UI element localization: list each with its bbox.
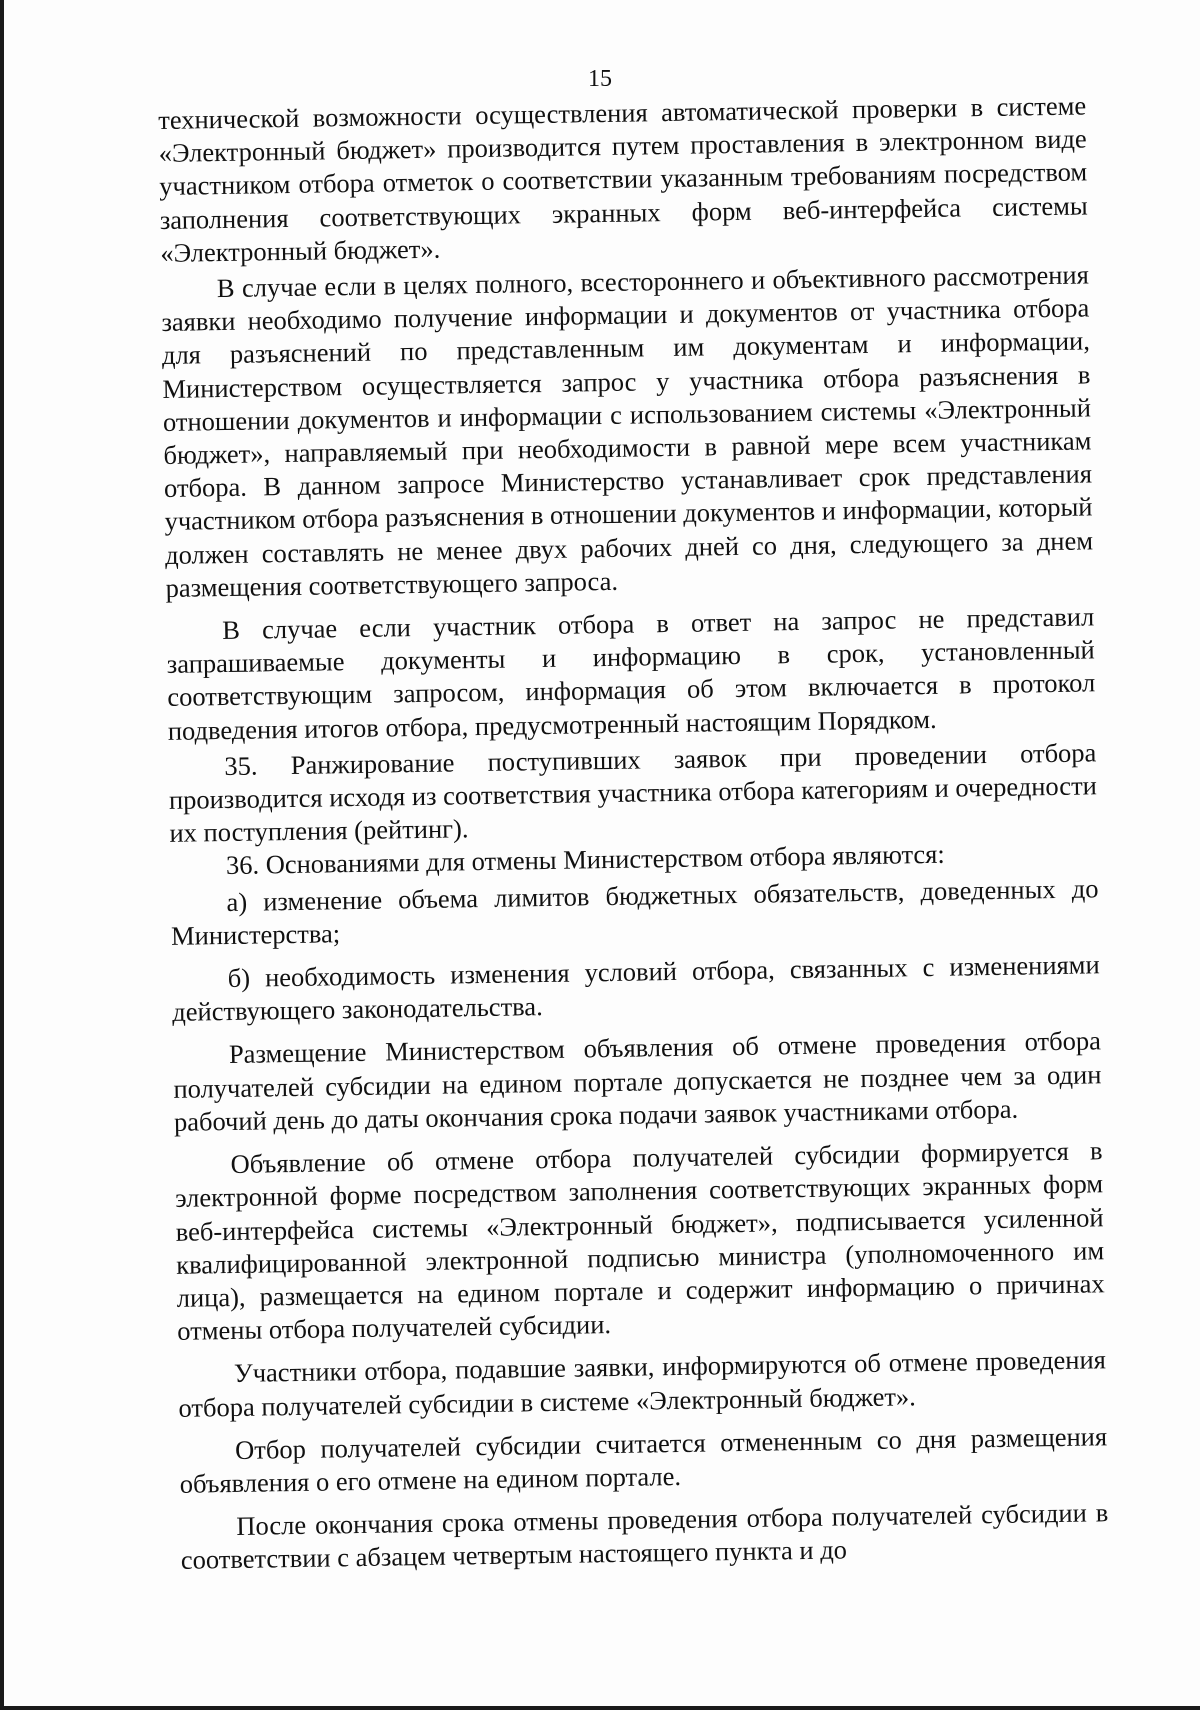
paragraph: В случае если участник отбора в ответ на запрос не представил запрашиваемые документы и информацию в срок, установленный соответствующим запросом, информация об этом включается в протокол подведения итогов отбора, предусмотренный настоящим Порядком. [166,601,1096,746]
paragraph: Отбор получателей субсидии считается отмененным со дня размещения объявления о его отмене на едином портале. [179,1420,1108,1499]
paragraph: В случае если в целях полного, всестороннего и объективного рассмотрения заявки необходимо получение информации и документов от участника отбора для разъяснений по представленным им документам и информации, Министерством осуществляется запрос у участника отбора разъяснения в отношении документов и информации с использованием системы «Электронный бюджет», направляемый при необходимости в равной мере всем участникам отбора. В данном запросе Министерство устанавливает срок представления участником отбора разъяснения в отношении документов и информации, который должен составлять не менее двух рабочих дней со дня, следующего за днем размещения соответствующего запроса. [161,259,1094,603]
document-body [158,89,1109,1577]
paragraph: Участники отбора, подавшие заявки, информируются об отмене проведения отбора получателей субсидии в системе «Электронный бюджет». [178,1344,1107,1423]
scan-border-bottom [0,1706,1200,1710]
paragraph: Объявление об отмене отбора получателей субсидии формируется в электронной форме посредством заполнения соответствующих экранных форм веб-интерфейса системы «Электронный бюджет», подписывается усиленной квалифицированной электронной подписью министра (уполномоченного им лица), размещается на едином портале и содержит информацию о причинах отмены отбора получателей субсидии. [174,1135,1105,1346]
paragraph: После окончания срока отмены проведения отбора получателей субсидии в соответствии с абзацем четвертым настоящего пункта и до [180,1497,1109,1576]
paragraph: Размещение Министерством объявления об отмене проведения отбора получателей субсидии на едином портале допускается не позднее чем за один рабочий день до даты окончания срока подачи заявок участниками отбора. [173,1025,1102,1137]
page-number: 15 [588,66,612,92]
paragraph: 36. Основаниями для отмены Министерством отбора являются: [225,839,945,881]
paragraph: а) изменение объема лимитов бюджетных обязательств, доведенных до Министерства; [170,872,1099,951]
paragraph: б) необходимость изменения условий отбора, связанных с изменениями действующего законодательства. [172,949,1100,1028]
paragraph: технической возможности осуществления автоматической проверки в системе «Электронный бюджет» производится путем проставления в электронном виде участником отбора отметок о соответствии указанным требованиям посредством заполнения соответствующих экранных форм веб-интерфейса системы «Электронный бюджет». [158,90,1088,268]
paragraph: 35. Ранжирование поступивших заявок при проведении отбора производится исходя из соответствия участника отбора категориям и очередности их поступления (рейтинг). [168,737,1098,849]
scan-border-left [0,0,4,1710]
